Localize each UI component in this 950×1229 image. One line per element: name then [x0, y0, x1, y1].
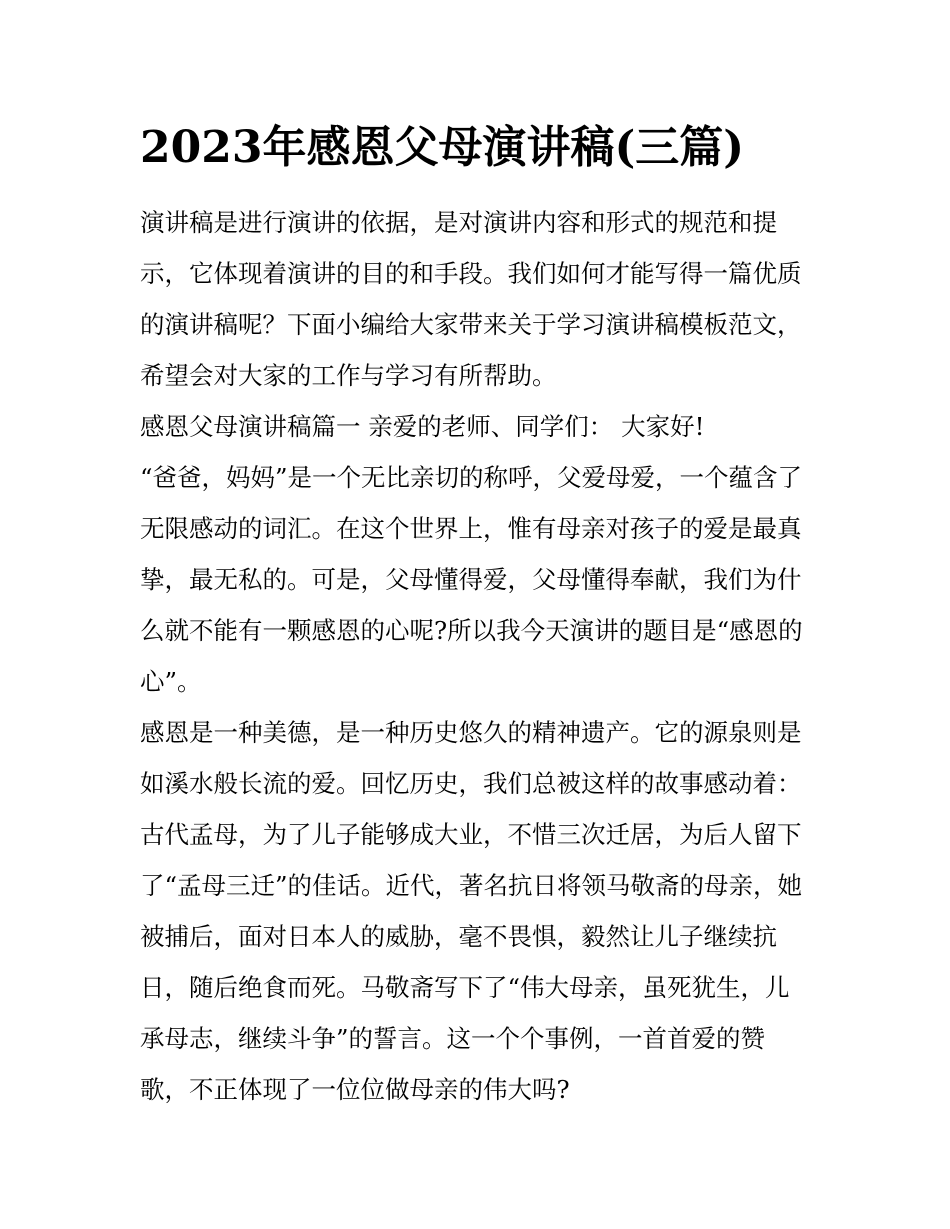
text-line: 无限感动的词汇。在这个世界上，惟有母亲对孩子的爱是最真	[140, 514, 802, 543]
text-line: “爸爸，妈妈”是一个无比亲切的称呼，父爱母爱，一个蕴含了	[140, 463, 803, 492]
text-line: 演讲稿是进行演讲的依据，是对演讲内容和形式的规范和提	[140, 208, 777, 237]
text-line: 希望会对大家的工作与学习有所帮助。	[140, 361, 557, 390]
paragraph-parents	[140, 452, 816, 707]
text-line: 示，它体现着演讲的目的和手段。我们如何才能写得一篇优质	[140, 259, 802, 288]
text-line: 被捕后，面对日本人的威胁，毫不畏惧，毅然让儿子继续抗	[140, 922, 777, 951]
text-line: 么就不能有一颗感恩的心呢?所以我今天演讲的题目是“感恩的	[140, 616, 803, 645]
text-line: 如溪水般长流的爱。回忆历史，我们总被这样的故事感动着：	[140, 769, 802, 798]
text-line: 承母志，继续斗争”的誓言。这一个个事例，一首首爱的赞	[140, 1024, 766, 1053]
text-line: 感恩父母演讲稿篇一 亲爱的老师、同学们： 大家好!	[140, 412, 705, 441]
text-line: 感恩是一种美德，是一种历史悠久的精神遗产。它的源泉则是	[140, 718, 802, 747]
paragraph-gratitude	[140, 707, 816, 1115]
document-body	[140, 197, 816, 1115]
text-line: 了“孟母三迁”的佳话。近代，著名抗日将领马敬斋的母亲，她	[140, 871, 803, 900]
text-line: 歌，不正体现了一位位做母亲的伟大吗?	[140, 1075, 570, 1104]
text-line: 心”。	[140, 667, 202, 696]
text-line: 挚，最无私的。可是，父母懂得爱，父母懂得奉献，我们为什	[140, 565, 802, 594]
document-title: 2023年感恩父母演讲稿(三篇)	[140, 122, 745, 173]
text-line: 日，随后绝食而死。马敬斋写下了“伟大母亲，虽死犹生，儿	[140, 973, 790, 1002]
paragraph-greeting	[140, 401, 816, 452]
text-line: 的演讲稿呢？下面小编给大家带来关于学习演讲稿模板范文，	[140, 310, 802, 339]
text-line: 古代孟母，为了儿子能够成大业，不惜三次迁居，为后人留下	[140, 820, 802, 849]
paragraph-intro	[140, 197, 816, 401]
